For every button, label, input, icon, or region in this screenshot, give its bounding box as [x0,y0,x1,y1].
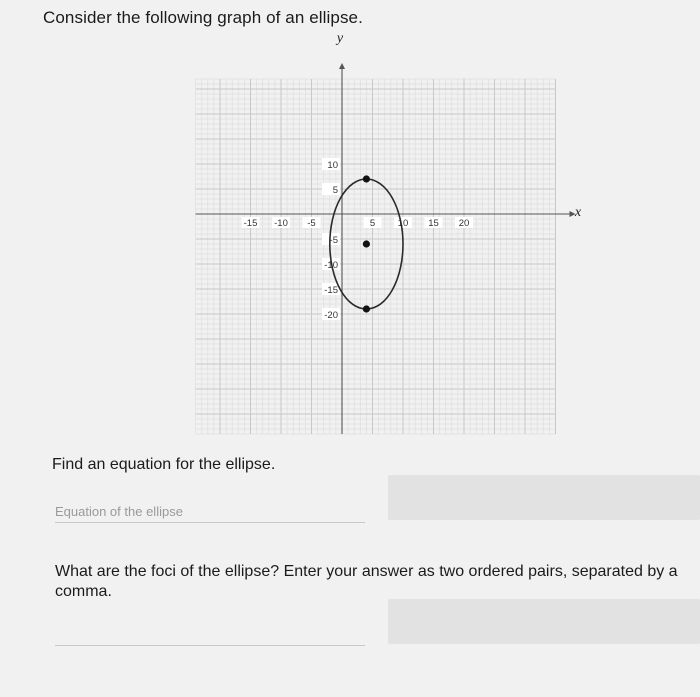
ellipse-center-point [363,240,370,247]
graph-canvas [150,30,600,460]
ellipse-equation-input[interactable] [55,500,365,523]
equation-answer-box[interactable] [388,475,700,520]
part1-prompt: Find an equation for the ellipse. [52,456,276,473]
x-tick-label: -10 [274,218,288,229]
y-tick-label: -20 [324,310,338,321]
x-tick-label: 10 [397,218,409,229]
y-tick-label: 10 [327,160,338,171]
x-tick-label: 15 [428,218,439,229]
question-title: Consider the following graph of an ellipse. [43,8,363,27]
x-tick-label: 5 [369,218,376,229]
foci-input[interactable] [55,623,365,646]
y-tick-label: 5 [332,185,338,196]
x-tick-label: -15 [243,218,258,229]
y-axis-arrow [339,63,345,69]
grid-major-lines [196,79,556,434]
x-tick-label: -5 [307,218,316,229]
y-axis-label: y [336,31,344,46]
foci-answer-box[interactable] [388,599,700,644]
ellipse-vertex-top [363,175,370,182]
y-tick-label: -5 [329,235,338,246]
part2-prompt: What are the foci of the ellipse? Enter your answer as two ordered pairs, separated by a comma. [55,563,678,600]
y-tick-label: -15 [324,285,338,296]
grid-minor-lines [196,79,556,434]
x-axis-label: x [574,205,582,220]
y-tick-label: -10 [324,260,338,271]
ellipse-vertex-bottom [363,305,370,312]
ellipse-graph [150,30,600,460]
x-tick-label: 20 [458,218,470,229]
